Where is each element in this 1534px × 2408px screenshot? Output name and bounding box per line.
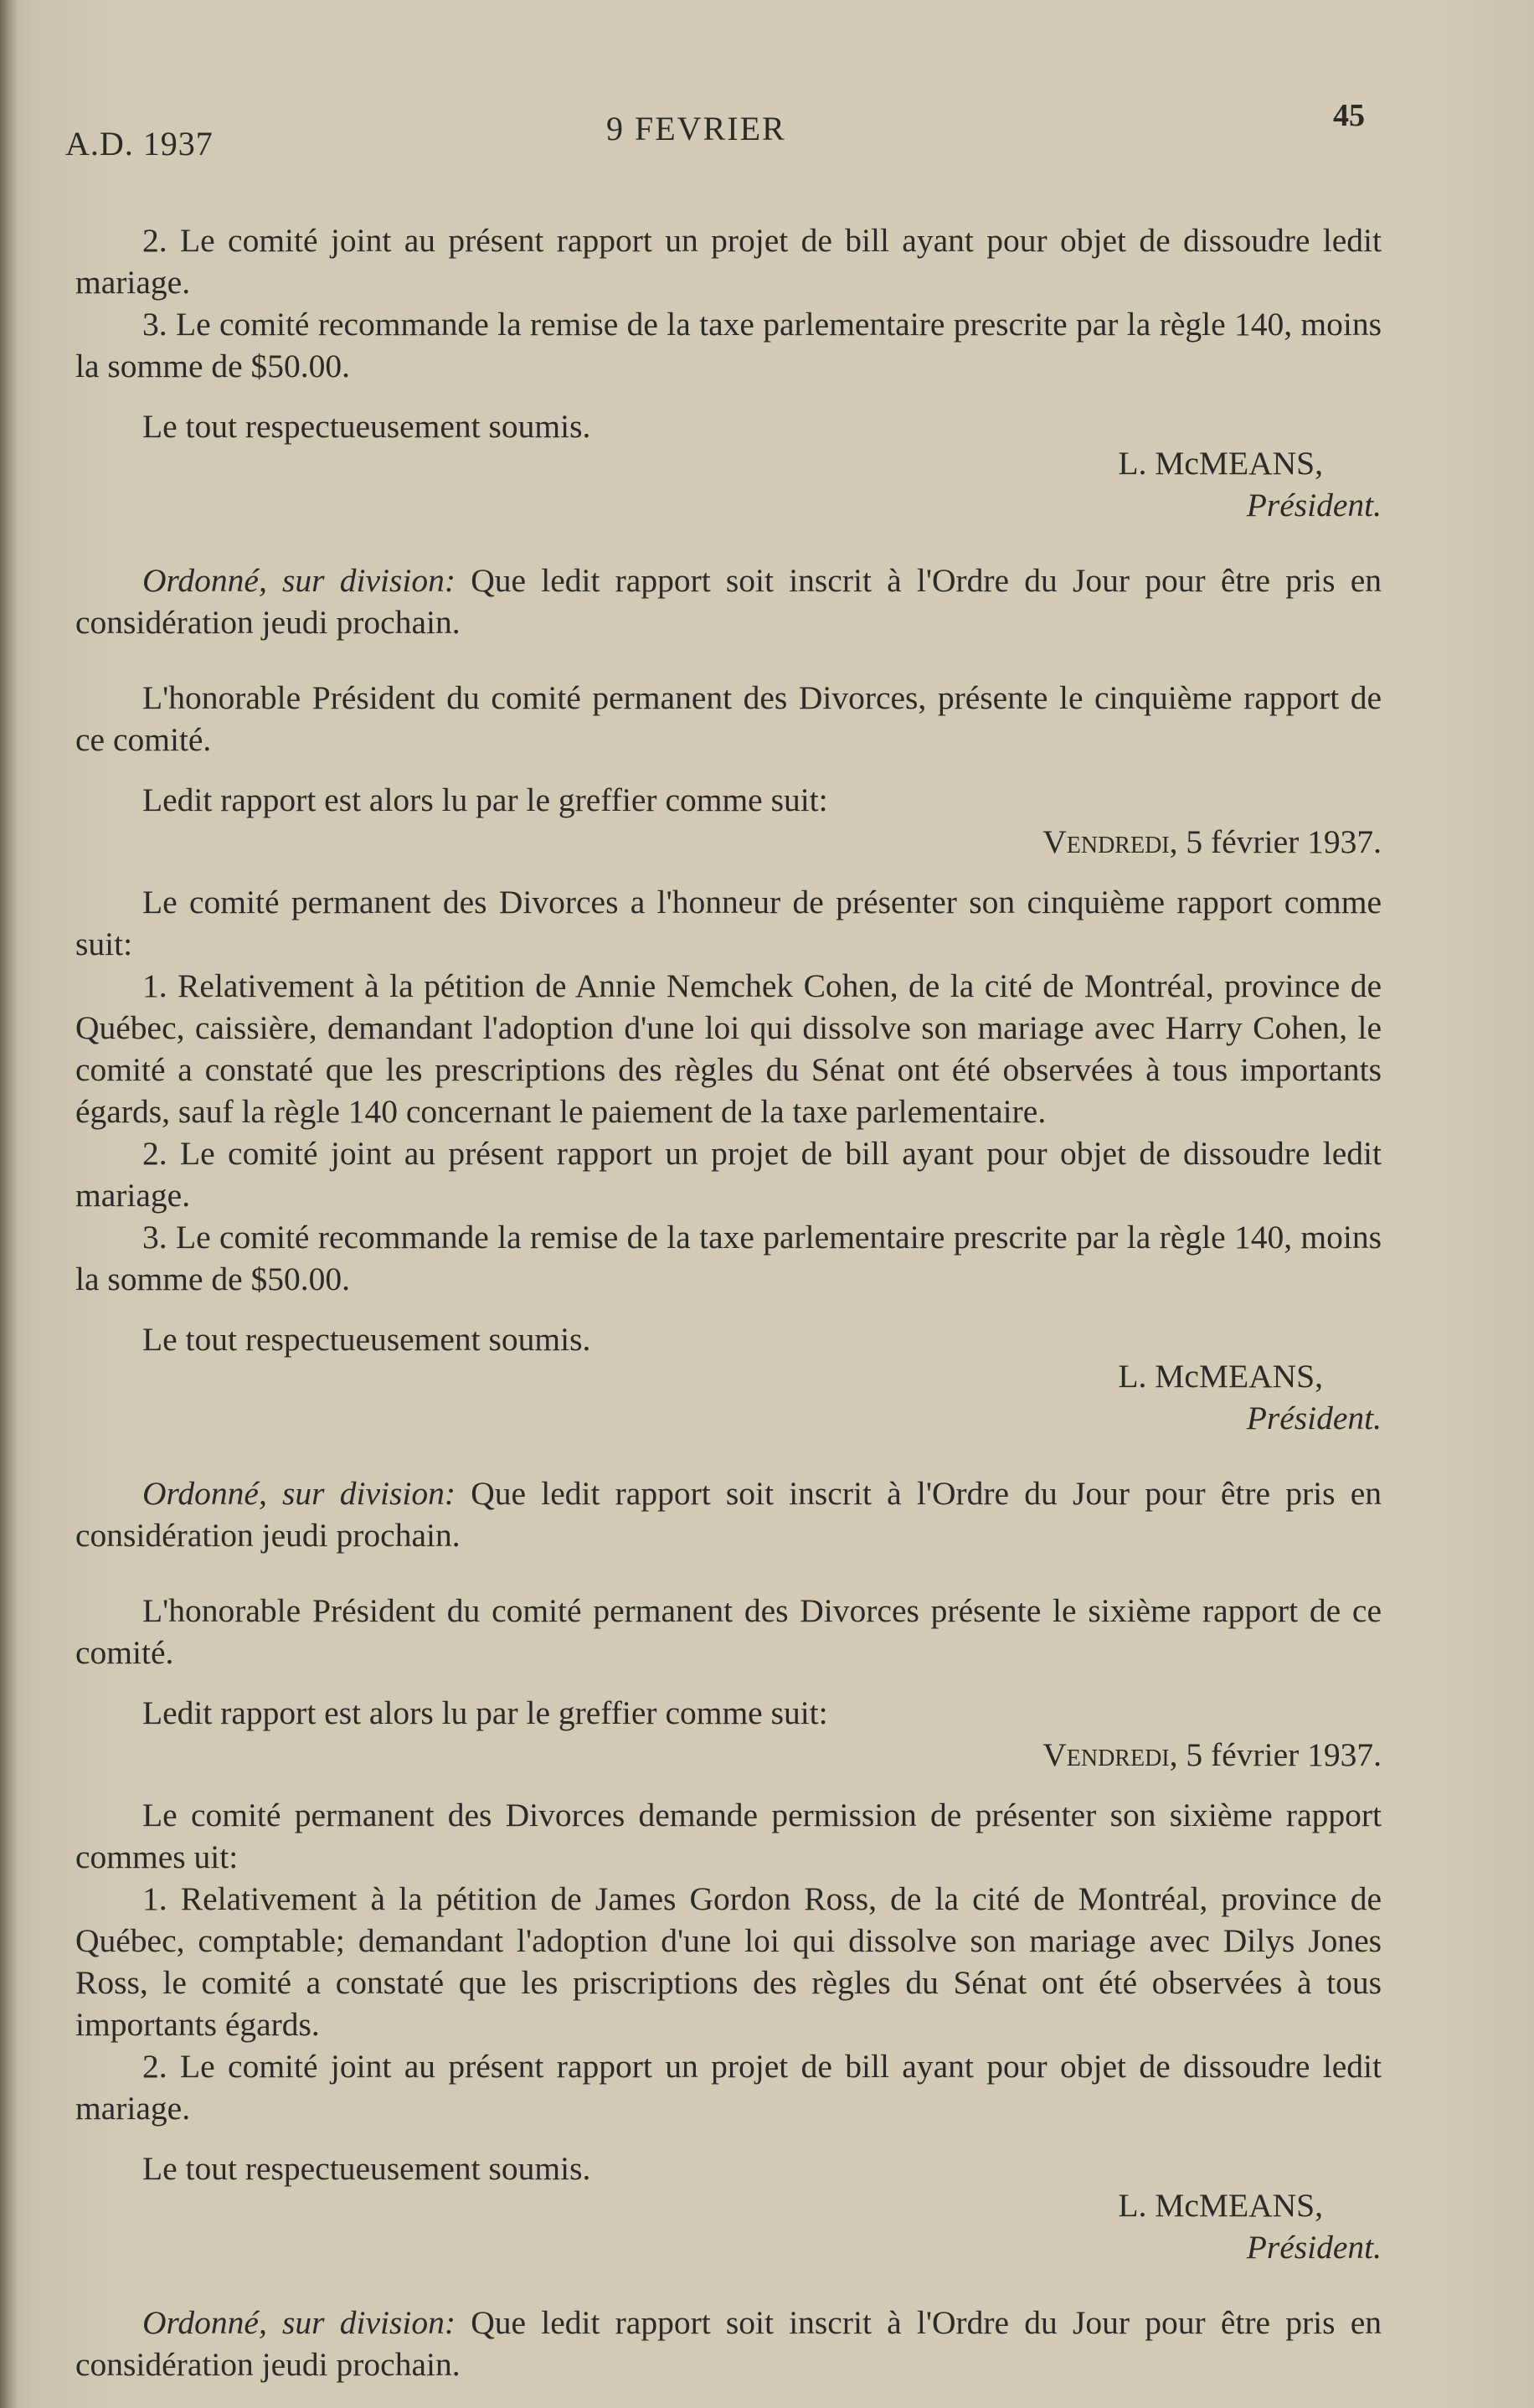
order-text: Que ledit rapport soit inscrit à l'Ordre du Jour pour être pris en considération jeudi prochain.	[75, 1475, 1382, 1554]
date-day: Vendredi,	[1042, 823, 1178, 860]
paragraph: 1. Relativement à la pétition de Annie Nemchek Cohen, de la cité de Montréal, province de Québec, caissière, demandant l'adoption d'une loi qui dissolve son mariage avec Harry Cohen, le comité a constaté que les prescriptions des règles du Sénat ont été observées à tous importants égards, sauf la règle 140 concernant le paiement de la taxe parlementaire.	[75, 967, 1382, 1130]
paragraph: 2. Le comité joint au présent rapport un projet de bill ayant pour objet de dissoudre ledit mariage.	[75, 2048, 1382, 2127]
report-date	[75, 1734, 1382, 1776]
date-rest: 5 février 1937.	[1186, 823, 1382, 860]
closing-line: Le tout respectueusement soumis.	[142, 1321, 591, 1358]
closing-line: Le tout respectueusement soumis.	[142, 408, 591, 445]
page-body	[75, 219, 1382, 2385]
signature-title: Président.	[1246, 1400, 1382, 1436]
binding-edge	[0, 0, 18, 2408]
order-label: Ordonné, sur division:	[142, 562, 456, 599]
paragraph: 2. Le comité joint au présent rapport un projet de bill ayant pour objet de dissoudre ledit mariage.	[75, 1135, 1382, 1214]
intro-paragraph: L'honorable Président du comité permanent des Divorces présente le sixième rapport de ce comité.	[75, 1592, 1382, 1671]
order-paragraph	[75, 1472, 1382, 1556]
lead-paragraph: Le comité permanent des Divorces a l'honneur de présenter son cinquième rapport comme suit:	[75, 884, 1382, 962]
order-label: Ordonné, sur division:	[142, 1475, 456, 1512]
order-label: Ordonné, sur division:	[142, 2304, 456, 2341]
signature-name: L. McMEANS,	[1118, 445, 1323, 482]
read-line: Ledit rapport est alors lu par le greffier comme suit:	[142, 781, 828, 818]
paragraph: 3. Le comité recommande la remise de la taxe parlementaire prescrite par la règle 140, moins la somme de $50.00.	[75, 306, 1382, 384]
signature-title: Président.	[1246, 2229, 1382, 2266]
date-rest: 5 février 1937.	[1186, 1736, 1382, 1773]
header-year: A.D. 1937	[65, 125, 214, 162]
signature-name: L. McMEANS,	[1118, 2187, 1323, 2224]
paragraph: 1. Relativement à la pétition de James Gordon Ross, de la cité de Montréal, province de Québec, comptable; demandant l'adoption d'une loi qui dissolve son mariage avec Dilys Jones Ross, le comité a constaté que les priscriptions des règles du Sénat ont été observées à tous importants égards.	[75, 1880, 1382, 2043]
order-paragraph	[75, 2302, 1382, 2385]
read-line: Ledit rapport est alors lu par le greffier comme suit:	[142, 1694, 828, 1731]
header-date: 9 FEVRIER	[606, 110, 786, 147]
signature-title: Président.	[1246, 487, 1382, 523]
order-text: Que ledit rapport soit inscrit à l'Ordre du Jour pour être pris en considération jeudi prochain.	[75, 562, 1382, 641]
paragraph: 2. Le comité joint au présent rapport un projet de bill ayant pour objet de dissoudre ledit mariage.	[75, 222, 1382, 301]
signature-name: L. McMEANS,	[1118, 1358, 1323, 1395]
report-date	[75, 821, 1382, 863]
order-text: Que ledit rapport soit inscrit à l'Ordre du Jour pour être pris en considération jeudi prochain.	[75, 2304, 1382, 2383]
date-day: Vendredi,	[1042, 1736, 1178, 1773]
paragraph: 3. Le comité recommande la remise de la taxe parlementaire prescrite par la règle 140, moins la somme de $50.00.	[75, 1219, 1382, 1297]
page-header	[0, 98, 1534, 162]
lead-paragraph: Le comité permanent des Divorces demande permission de présenter son sixième rapport commes uit:	[75, 1797, 1382, 1875]
closing-line: Le tout respectueusement soumis.	[142, 2150, 591, 2187]
page-number: 45	[1333, 98, 1365, 133]
order-paragraph	[75, 559, 1382, 643]
intro-paragraph: L'honorable Président du comité permanent des Divorces, présente le cinquième rapport de ce comité.	[75, 679, 1382, 758]
